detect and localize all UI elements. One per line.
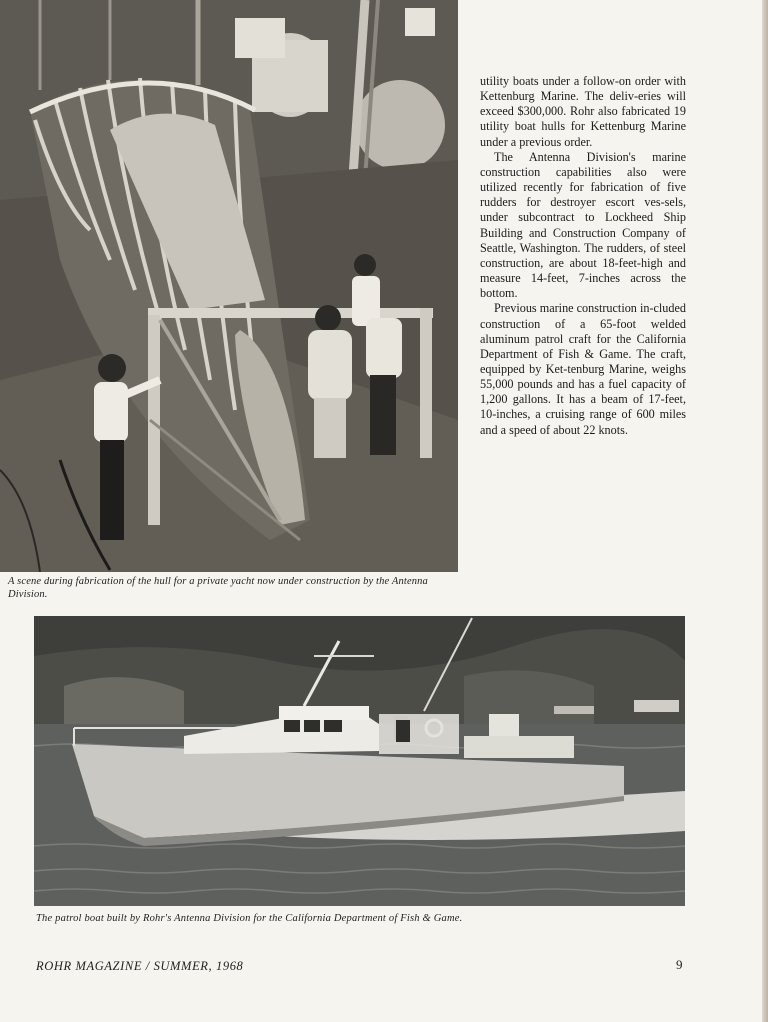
hull-fabrication-illustration <box>0 0 458 572</box>
hull-fabrication-photo <box>0 0 458 572</box>
article-paragraph: utility boats under a follow-on order with Kettenburg Marine. The deliv-eries will exceed $300,000. Rohr also fabricated 19 utility boat hulls for Kettenburg Marine under a previous order. <box>480 74 686 149</box>
article-paragraph: The Antenna Division's marine construction capabilities also were utilized recently for fabrication of five rudders for destroyer escort ves-sels, under subcontract to Lockheed Ship Building and Construction Company of Seattle, Washington. The rudders, of steel construction, are about 18-feet-high and measure 14-feet, 7-inches across the bottom. <box>480 149 686 301</box>
bottom-photo-caption: The patrol boat built by Rohr's Antenna Division for the California Department of Fish & Game. <box>36 913 463 924</box>
publication-footer: ROHR MAGAZINE / SUMMER, 1968 <box>36 959 244 973</box>
page-edge-shadow <box>762 0 768 1022</box>
article-text <box>480 74 686 438</box>
patrol-boat-illustration <box>34 616 685 906</box>
patrol-boat-photo <box>34 616 685 906</box>
article-paragraph: Previous marine construction in-cluded construction of a 65-foot welded aluminum patrol craft for the California Department of Fish & Game. The craft, equipped by Ket-tenburg Marine, weighs 55,000 pounds and has a fuel capacity of 1,200 gallons. It has a beam of 17-feet, 10-inches, a cruising range of 600 miles and a speed of about 22 knots. <box>480 301 686 437</box>
top-photo-caption: A scene during fabrication of the hull for a private yacht now under construction by the Antenna Division. <box>8 576 428 600</box>
page-number: 9 <box>676 957 683 972</box>
